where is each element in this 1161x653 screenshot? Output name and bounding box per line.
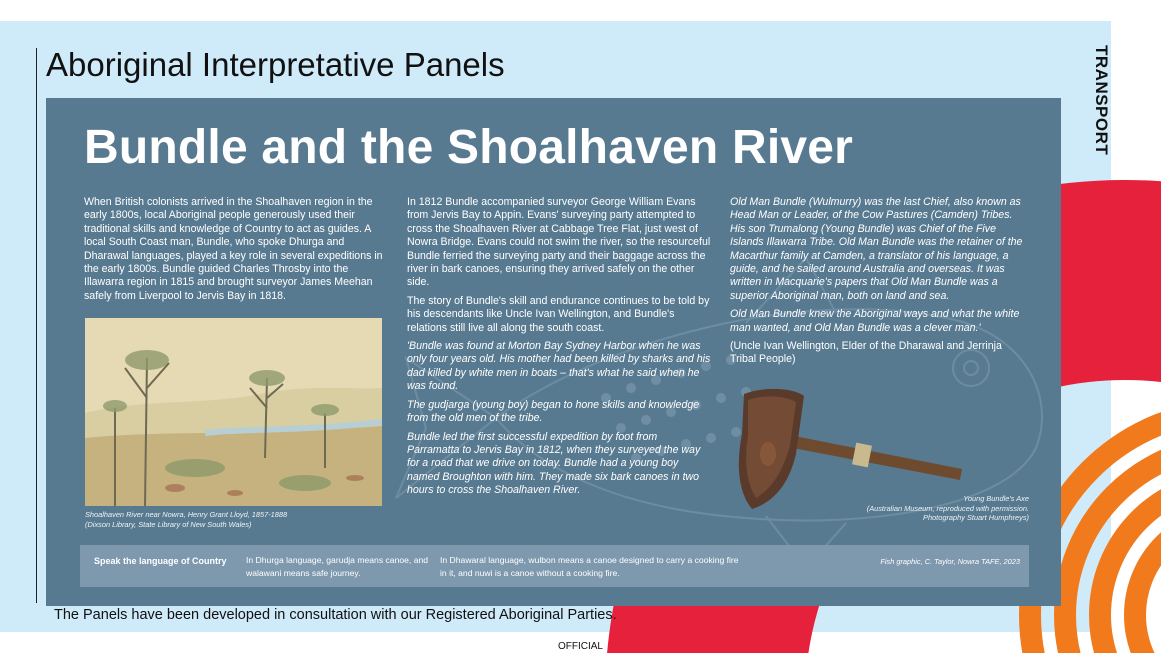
col2-quote-2: The gudjarga (young boy) began to hone skills and knowledge from the old men of the tribe. bbox=[407, 398, 700, 425]
panel-title: Bundle and the Shoalhaven River bbox=[84, 121, 854, 174]
fish-graphic-credit: Fish graphic, C. Taylor, Nowra TAFE, 2023 bbox=[880, 557, 1020, 566]
col2-quote-3: Bundle led the first successful expedition by foot from Parramatta to Jervis Bay in 1812, when they surveyed the way for a road that we drive on today. Bundle had a young boy named Broughton with him. They made six bark canoes in two hours to cross the Shoalhaven River. bbox=[407, 430, 701, 497]
axe-caption-line-3: Photography Stuart Humphreys) bbox=[923, 513, 1029, 523]
col3-paragraph-1: Old Man Bundle (Wulmurry) was the last Chief, also known as Head Man or Leader, of the Cow Pastures (Camden) Tribes. His son Trumalong (Young Bundle) was Chief of the Five Islands Illawarra Tribe. Old Man Bundle was the retainer of the Macarthur family at Camden, a translator of his language, a guide, and he sailed around Australia and overseas. It was written in Macquarie's papers that Old Man Bundle was a superior Aboriginal man, both on land and sea. bbox=[730, 196, 1023, 302]
col1-paragraph-1: When British colonists arrived in the Shoalhaven region in the early 1800s, local Aboriginal people generously used their traditional skills and knowledge of Country to act as guides. A local South Coast man, Bundle, who spoke Dhurga and Dharawal languages, played a key role in several expeditions in the early 1800s. Bundle guided Charles Throsby into the Illawarra region in 1815 and brought surveyor James Meehan safely from Liverpool to Jervis Bay in 1818. bbox=[84, 196, 383, 302]
interpretive-panel bbox=[46, 98, 1061, 606]
column-2 bbox=[407, 196, 712, 503]
transport-label: TRANSPORT bbox=[1092, 44, 1111, 156]
dhurga-language-text: In Dhurga language, garudja means canoe, and walawani means safe journey. bbox=[246, 555, 429, 578]
painting-caption bbox=[85, 510, 385, 529]
column-3 bbox=[730, 196, 1030, 372]
classification-label: OFFICIAL bbox=[557, 641, 603, 652]
col3-attribution: (Uncle Ivan Wellington, Elder of the Dharawal and Jerrinja Tribal People) bbox=[730, 340, 1002, 366]
language-bar-label: Speak the language of Country bbox=[94, 556, 227, 566]
language-bar bbox=[80, 545, 1029, 587]
col2-quote-1: 'Bundle was found at Morton Bay Sydney Harbor when he was only four years old. His mother had been killed by sharks and his dad killed by white men in boats – that's what he said when he was found. bbox=[407, 340, 711, 393]
column-1 bbox=[84, 196, 384, 308]
right-margin bbox=[1111, 0, 1161, 653]
axe-caption-line-2: (Australian Museum, reproduced with permission. bbox=[866, 503, 1029, 513]
axe-caption bbox=[811, 494, 1029, 523]
painting-caption-line-1: Shoalhaven River near Nowra, Henry Grant Lloyd, 1857-1888 bbox=[85, 510, 288, 519]
col3-paragraph-2: Old Man Bundle knew the Aboriginal ways and what the white man wanted, and Old Man Bundle was a clever man.' bbox=[730, 308, 1020, 334]
painting-caption-line-2: (Dixson Library, State Library of New South Wales) bbox=[85, 519, 252, 529]
river-painting-image bbox=[85, 318, 382, 506]
col2-paragraph-1: In 1812 Bundle accompanied surveyor George William Evans from Jervis Bay to Appin. Evans' surveying party attempted to cross the Shoalhaven River at Cabbage Tree Flat, just west of Nowra Bridge. Evans could not swim the river, so the resourceful Bundle ferried the surveying party and their baggage across the river in bark canoes, ensuring they arrived safely on the other side. bbox=[407, 196, 711, 289]
axe-caption-line-1: Young Bundle's Axe bbox=[963, 494, 1029, 503]
col2-paragraph-2: The story of Bundle's skill and endurance continues to be told by his descendants like Uncle Ivan Wellington, and Bundle's relations still live all along the south coast. bbox=[407, 294, 710, 334]
dhawaral-language-text: In Dhawaral language, wulbon means a canoe designed to carry a cooking fire in it, and nuwi is a canoe without a cooking fire. bbox=[440, 555, 739, 578]
left-rule bbox=[36, 48, 37, 603]
slide-title: Aboriginal Interpretative Panels bbox=[46, 46, 505, 83]
consultation-note: The Panels have been developed in consultation with our Registered Aboriginal Parties. bbox=[54, 607, 617, 623]
